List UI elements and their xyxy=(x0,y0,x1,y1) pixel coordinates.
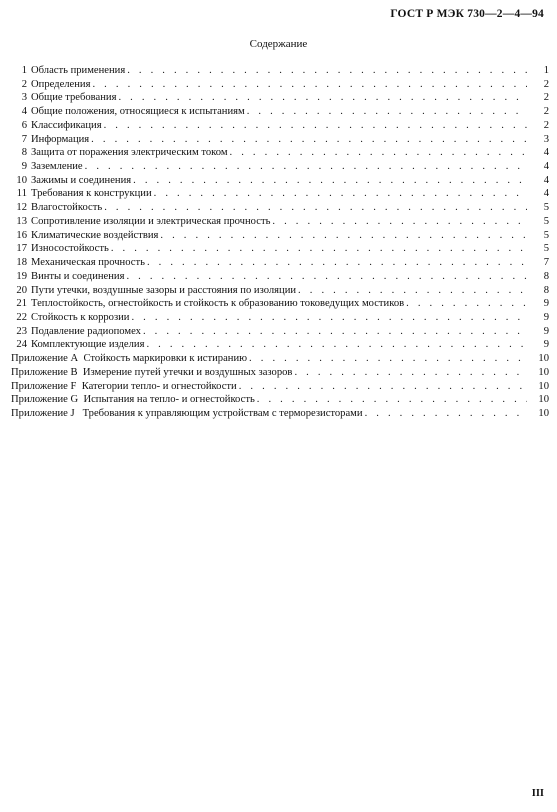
toc-entry-label: Общие положения, относящиеся к испытаниям xyxy=(31,106,245,118)
toc-entry-label: Влагостойкость xyxy=(31,202,103,214)
toc-entry-number: 18 xyxy=(16,257,27,269)
toc-entry-label: Износостойкость xyxy=(31,243,109,255)
toc-entry-number: 7 xyxy=(21,133,27,145)
toc-entry-page: 9 xyxy=(543,311,549,323)
toc-entry xyxy=(11,187,549,201)
toc-entry-label: Приложение А Стойкость маркировки к истиранию xyxy=(11,353,248,365)
toc-entry xyxy=(11,338,549,352)
toc-entry-label: Климатические воздействия xyxy=(31,229,159,241)
toc-entry-number: 3 xyxy=(21,92,27,104)
toc-dot-leader xyxy=(104,201,527,215)
toc-entry xyxy=(11,311,549,325)
toc-entry xyxy=(11,297,549,311)
toc-entry-page: 9 xyxy=(543,325,549,337)
toc-entry xyxy=(11,215,549,229)
toc-dot-leader xyxy=(247,105,527,119)
toc-dot-leader xyxy=(257,393,527,407)
toc-dot-leader xyxy=(294,366,527,380)
toc-entry-page: 3 xyxy=(543,133,549,145)
toc-entry xyxy=(11,366,549,380)
toc-entry-label: Приложение В Измерение путей утечки и воздушных зазоров xyxy=(11,366,293,378)
toc-entry-page: 9 xyxy=(543,339,549,351)
toc-entry-number: 21 xyxy=(16,298,27,310)
toc-entry-page: 10 xyxy=(538,380,549,392)
toc-entry-page: 10 xyxy=(538,394,549,406)
toc-entry-number: 20 xyxy=(16,284,27,296)
toc-entry-page: 5 xyxy=(543,215,549,227)
toc-entry-page: 5 xyxy=(543,229,549,241)
toc-dot-leader xyxy=(406,297,527,311)
toc-entry-number: 11 xyxy=(16,188,27,200)
toc-dot-leader xyxy=(85,160,527,174)
toc-entry-page: 4 xyxy=(543,147,549,159)
toc-entry-number: 1 xyxy=(21,65,27,76)
table-of-contents xyxy=(11,64,549,421)
toc-entry-page: 5 xyxy=(543,202,549,214)
toc-dot-leader xyxy=(111,242,527,256)
toc-entry-label: Общие требования xyxy=(31,92,117,104)
toc-entry xyxy=(11,242,549,256)
toc-dot-leader xyxy=(104,119,527,133)
toc-entry xyxy=(11,146,549,160)
toc-entry xyxy=(11,91,549,105)
toc-entry-page: 2 xyxy=(543,92,549,104)
toc-entry-label: Сопротивление изоляции и электрическая прочность xyxy=(31,215,271,227)
toc-entry-page: 2 xyxy=(543,78,549,90)
toc-entry-label: Определения xyxy=(31,78,91,90)
toc-entry xyxy=(11,78,549,92)
toc-entry-number: 2 xyxy=(21,78,27,90)
toc-entry xyxy=(11,284,549,298)
toc-entry-label: Информация xyxy=(31,133,90,145)
toc-dot-leader xyxy=(365,407,527,421)
toc-entry-page: 4 xyxy=(543,188,549,200)
toc-entry-page: 2 xyxy=(543,106,549,118)
toc-entry xyxy=(11,64,549,78)
toc-entry-page: 10 xyxy=(538,353,549,365)
toc-entry xyxy=(11,256,549,270)
toc-entry-label: Комплектующие изделия xyxy=(31,339,145,351)
toc-dot-leader xyxy=(272,215,527,229)
toc-entry-page: 2 xyxy=(543,119,549,131)
toc-dot-leader xyxy=(160,229,527,243)
toc-entry-label: Защита от поражения электрическим током xyxy=(31,147,228,159)
toc-entry-number: 12 xyxy=(16,202,27,214)
toc-entry xyxy=(11,352,549,366)
toc-entry xyxy=(11,105,549,119)
toc-entry-label: Приложение F Категории тепло- и огнестойкости xyxy=(11,380,237,392)
toc-entry-label: Теплостойкость, огнестойкость и стойкость к образованию токоведущих мостиков xyxy=(31,298,405,310)
toc-entry xyxy=(11,119,549,133)
toc-entry-label: Стойкость к коррозии xyxy=(31,311,130,323)
toc-dot-leader xyxy=(249,352,527,366)
toc-entry-page: 9 xyxy=(543,298,549,310)
toc-entry-label: Приложение J Требования к управляющим устройствам с терморезисторами xyxy=(11,407,363,419)
toc-entry-label: Зажимы и соединения xyxy=(31,174,132,186)
toc-entry-number: 6 xyxy=(21,119,27,131)
toc-entry xyxy=(11,270,549,284)
toc-dot-leader xyxy=(143,325,527,339)
toc-entry-page: 8 xyxy=(543,270,549,282)
toc-entry-page: 8 xyxy=(543,284,549,296)
toc-title: Содержание xyxy=(249,38,308,50)
toc-entry-number: 23 xyxy=(16,325,27,337)
toc-entry-label: Область применения xyxy=(31,65,126,76)
toc-entry-page: 1 xyxy=(543,65,549,76)
toc-entry-number: 10 xyxy=(16,174,27,186)
toc-entry-label: Заземление xyxy=(31,161,83,173)
toc-entry-label: Механическая прочность xyxy=(31,257,145,269)
toc-dot-leader xyxy=(133,174,527,188)
toc-dot-leader xyxy=(127,64,527,78)
toc-entry-page: 5 xyxy=(543,243,549,255)
toc-entry-number: 16 xyxy=(16,229,27,241)
toc-entry-label: Требования к конструкции xyxy=(31,188,152,200)
toc-entry xyxy=(11,380,549,394)
toc-entry-label: Пути утечки, воздушные зазоры и расстояния по изоляции xyxy=(31,284,297,296)
toc-entry-page: 10 xyxy=(538,407,549,419)
toc-entry-page: 7 xyxy=(543,257,549,269)
toc-dot-leader xyxy=(118,91,527,105)
toc-entry-number: 4 xyxy=(21,106,27,118)
toc-entry xyxy=(11,229,549,243)
toc-entry-page: 4 xyxy=(543,174,549,186)
page-number: III xyxy=(531,788,544,799)
toc-entry-number: 17 xyxy=(16,243,27,255)
toc-entry-number: 8 xyxy=(21,147,27,159)
toc-dot-leader xyxy=(230,146,527,160)
toc-dot-leader xyxy=(154,187,527,201)
toc-entry xyxy=(11,160,549,174)
toc-dot-leader xyxy=(147,256,527,270)
toc-entry xyxy=(11,393,549,407)
toc-entry-number: 9 xyxy=(21,161,27,173)
toc-dot-leader xyxy=(91,133,527,147)
toc-entry-label: Подавление радиопомех xyxy=(31,325,141,337)
toc-entry xyxy=(11,174,549,188)
toc-dot-leader xyxy=(92,78,527,92)
toc-entry-number: 19 xyxy=(16,270,27,282)
toc-entry-page: 10 xyxy=(538,366,549,378)
toc-entry xyxy=(11,133,549,147)
toc-entry-label: Винты и соединения xyxy=(31,270,125,282)
toc-entry-number: 22 xyxy=(16,311,27,323)
toc-dot-leader xyxy=(146,338,527,352)
toc-entry-label: Классификация xyxy=(31,119,102,131)
toc-dot-leader xyxy=(131,311,527,325)
toc-dot-leader xyxy=(126,270,527,284)
toc-entry-number: 13 xyxy=(16,215,27,227)
toc-entry xyxy=(11,325,549,339)
toc-entry xyxy=(11,407,549,421)
toc-entry-page: 4 xyxy=(543,161,549,173)
toc-entry-number: 24 xyxy=(16,339,27,351)
toc-entry xyxy=(11,201,549,215)
toc-entry-label: Приложение G Испытания на тепло- и огнестойкость xyxy=(11,394,255,406)
toc-dot-leader xyxy=(239,380,527,394)
document-code-header: ГОСТ Р МЭК 730—2—4—94 xyxy=(390,8,544,20)
toc-dot-leader xyxy=(298,284,527,298)
